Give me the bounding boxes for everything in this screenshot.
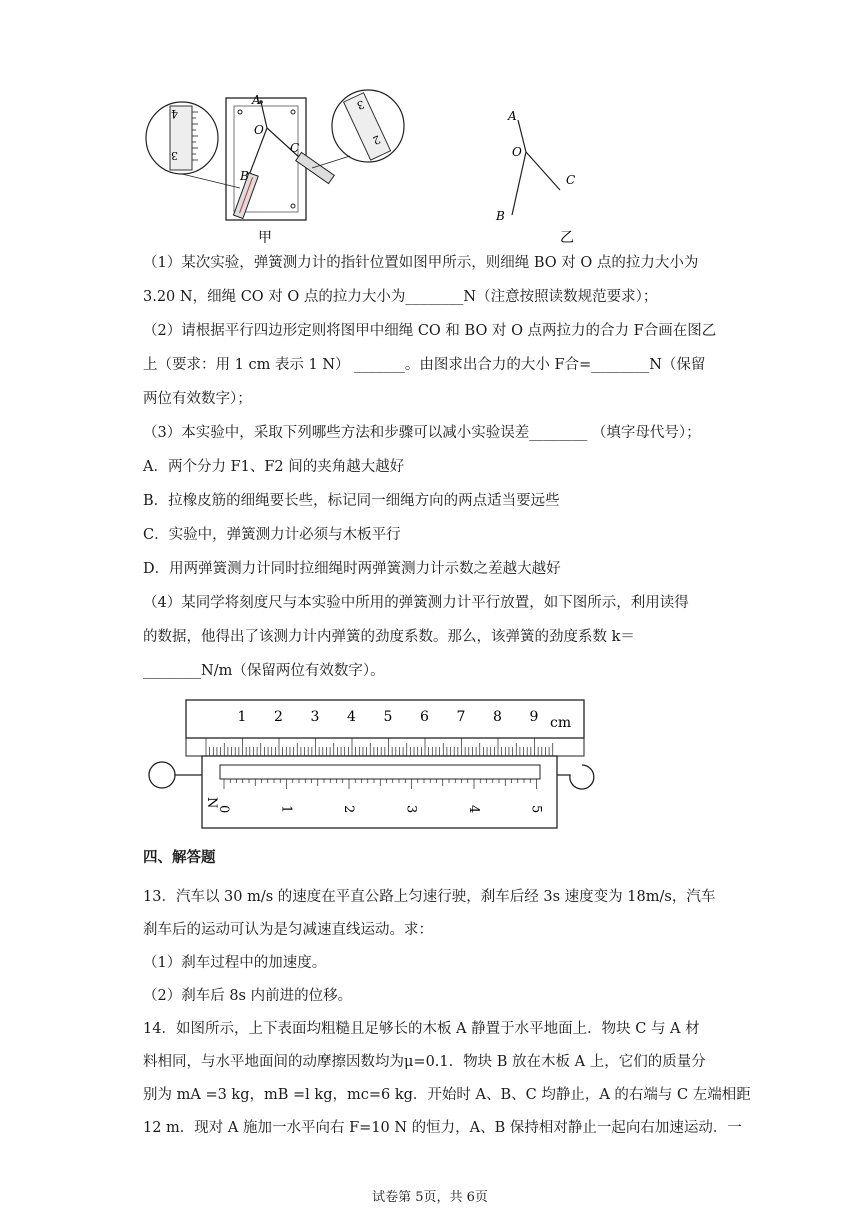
option-b: B．拉橡皮筋的细绳要长些，标记同一细绳方向的两点适当要远些: [143, 493, 560, 509]
option-d: D．用两弹簧测力计同时拉细绳时两弹簧测力计示数之差越大越好: [143, 561, 561, 577]
jia-scale-right-2: 2: [371, 132, 383, 148]
q12-4-line-1: （4）某同学将刻度尺与本实验中所用的弹簧测力计平行放置，如下图所示，利用读得: [143, 595, 689, 611]
q14-line-3: 别为 mA =3 kg，mB =l kg，mc=6 kg．开始时 A、B、C 均静止，A 的右端与 C 左端相距: [143, 1087, 751, 1103]
option-a: A．两个分力 F1、F2 间的夹角越大越好: [143, 459, 405, 475]
q12-line-2: 3.20 N，细绳 CO 对 O 点的拉力大小为________N（注意按照读数规范要求）；: [143, 289, 658, 305]
n-label: 2: [341, 805, 356, 814]
q12-4-line-3: ________N/m（保留两位有效数字）。: [143, 663, 385, 679]
q14-line-1: 14．如图所示，上下表面均粗糙且足够长的木板 A 静置于水平地面上．物块 C 与 A 材: [143, 1021, 700, 1037]
jia-scale-right-1: 3: [355, 97, 367, 113]
page-footer: 试卷第 5页，共 6页: [372, 1190, 488, 1205]
q14-line-4: 12 m．现对 A 施加一水平向右 F=10 N 的恒力，A、B 保持相对静止一起向右加速运动．一: [143, 1120, 742, 1136]
yi-point-a: A: [508, 109, 517, 123]
cm-label: 8: [493, 709, 502, 725]
q13-line-2: 刹车后的运动可认为是匀减速直线运动。求：: [143, 922, 433, 938]
q12-line-4: 上（要求：用 1 cm 表示 1 N） _______。由图求出合力的大小 F合=________N（保留: [143, 357, 706, 373]
yi-point-o: O: [512, 145, 522, 159]
option-c: C．实验中，弹簧测力计必须与木板平行: [143, 527, 401, 543]
jia-caption: 甲: [258, 230, 272, 246]
q13-part-1: （1）刹车过程中的加速度。: [143, 955, 327, 971]
cm-label: 7: [456, 709, 466, 725]
cm-label: 1: [237, 709, 247, 725]
n-label: 5: [528, 805, 544, 814]
section-title: 四、解答题: [143, 849, 216, 866]
q12-line-6: （3）本实验中，采取下列哪些方法和步骤可以减小实验误差________ （填字母代号）；: [143, 425, 701, 441]
q12-line-5: 两位有效数字）；: [143, 391, 252, 407]
cm-label: 9: [529, 709, 539, 725]
cm-label: 5: [383, 709, 393, 725]
q12-line-3: （2）请根据平行四边形定则将图甲中细绳 CO 和 BO 对 O 点两拉力的合力 F合画在图乙: [143, 323, 717, 339]
yi-point-c: C: [566, 173, 576, 187]
q13-line-1: 13．汽车以 30 m/s 的速度在平直公路上匀速行驶，刹车后经 3s 速度变为 18m/s，汽车: [143, 889, 716, 905]
q12-line-1: （1）某次实验，弹簧测力计的指针位置如图甲所示，则细绳 BO 对 O 点的拉力大小为: [143, 255, 699, 271]
n-label: 4: [466, 805, 481, 814]
ruler-spring-figure: [140, 695, 610, 835]
ruler-unit: cm: [550, 715, 572, 731]
jia-point-o: O: [254, 123, 264, 137]
q13-part-2: （2）刹车后 8s 内前进的位移。: [143, 988, 353, 1004]
n-label: 0: [216, 805, 231, 814]
jia-scale-left-1: 4: [171, 107, 178, 120]
figure-yi: [490, 100, 600, 245]
cm-label: 2: [274, 709, 283, 725]
yi-caption: 乙: [560, 230, 574, 245]
figure-jia: [140, 88, 410, 248]
n-label: 1: [278, 805, 294, 814]
q12-4-line-2: 的数据，他得出了该测力计内弹簧的劲度系数。那么，该弹簧的劲度系数 k＝: [143, 629, 635, 645]
jia-point-c: C: [290, 141, 300, 155]
jia-point-a: A: [252, 93, 261, 107]
n-unit: N: [204, 797, 219, 809]
jia-point-b: B: [240, 169, 249, 183]
yi-point-b: B: [496, 209, 505, 223]
cm-label: 3: [310, 709, 320, 725]
cm-label: 4: [347, 709, 356, 725]
q14-line-2: 料相同，与水平地面间的动摩擦因数均为μ=0.1．物块 B 放在木板 A 上，它们的质量分: [143, 1054, 706, 1070]
cm-label: 6: [420, 709, 429, 725]
jia-scale-left-2: 3: [171, 149, 178, 162]
n-label: 3: [403, 805, 419, 814]
